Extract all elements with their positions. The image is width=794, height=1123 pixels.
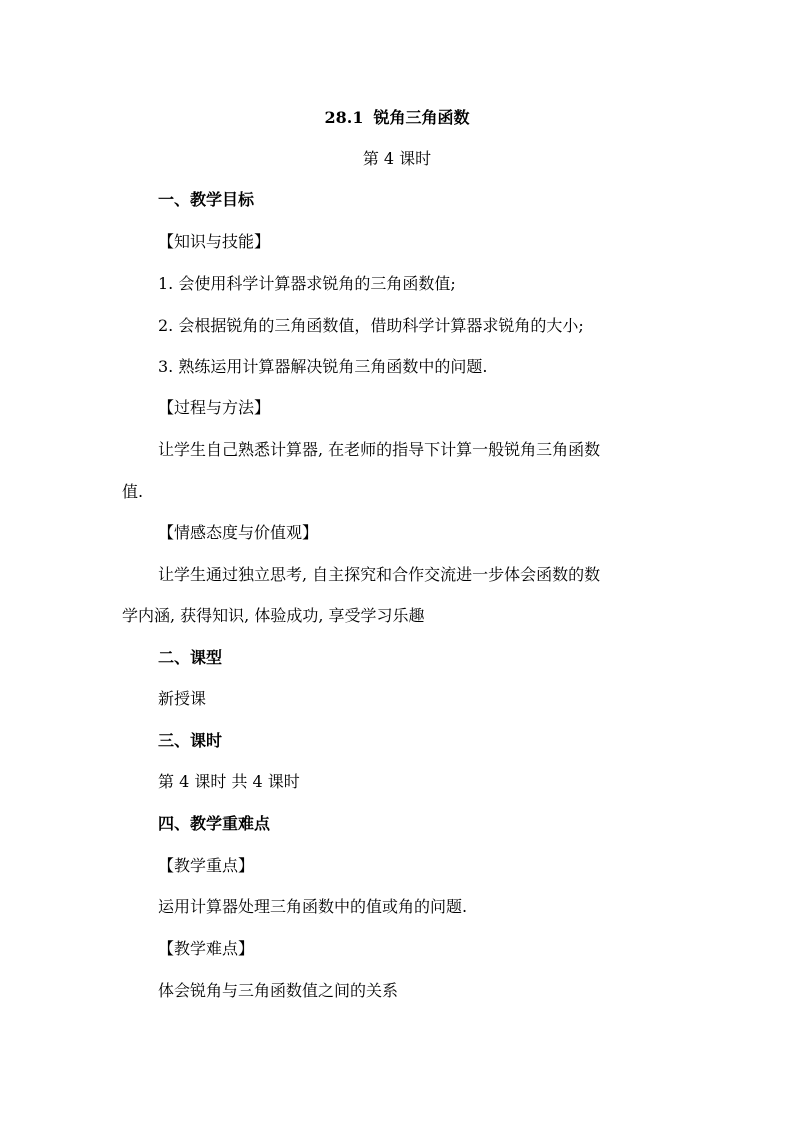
- section-heading-objectives: 一、教学目标: [158, 190, 255, 209]
- section-heading-key-difficult: 四、教学重难点: [158, 814, 271, 833]
- lesson-type-text: 新授课: [158, 689, 207, 708]
- emotion-text-line-2: 学内涵, 获得知识, 体验成功, 享受学习乐趣: [122, 606, 425, 625]
- title-number: 28.1: [324, 108, 364, 127]
- label-emotion-values: 【情感态度与价值观】: [158, 523, 319, 542]
- document-subtitle: 第 4 课时: [362, 149, 432, 168]
- label-teaching-focus: 【教学重点】: [158, 856, 255, 875]
- label-knowledge-skills: 【知识与技能】: [158, 232, 271, 251]
- label-teaching-difficulty: 【教学难点】: [158, 939, 255, 958]
- knowledge-item-2: 2. 会根据锐角的三角函数值，借助科学计算器求锐角的大小;: [158, 316, 584, 335]
- knowledge-item-1: 1. 会使用科学计算器求锐角的三角函数值;: [158, 274, 456, 293]
- emotion-text-line-1: 让学生通过独立思考, 自主探究和合作交流进一步体会函数的数: [158, 565, 601, 584]
- document-title: [0, 108, 794, 128]
- teaching-difficulty-text: 体会锐角与三角函数值之间的关系: [158, 981, 399, 1000]
- periods-text: 第 4 课时 共 4 课时: [158, 772, 300, 791]
- section-heading-lesson-type: 二、课型: [158, 648, 223, 667]
- process-text-line-1: 让学生自己熟悉计算器, 在老师的指导下计算一般锐角三角函数: [158, 440, 601, 459]
- knowledge-item-3: 3. 熟练运用计算器解决锐角三角函数中的问题.: [158, 357, 488, 376]
- title-text: 锐角三角函数: [373, 108, 470, 127]
- process-text-line-2: 值.: [122, 482, 144, 501]
- section-heading-periods: 三、课时: [158, 731, 223, 750]
- teaching-focus-text: 运用计算器处理三角函数中的值或角的问题.: [158, 897, 468, 916]
- label-process-methods: 【过程与方法】: [158, 398, 271, 417]
